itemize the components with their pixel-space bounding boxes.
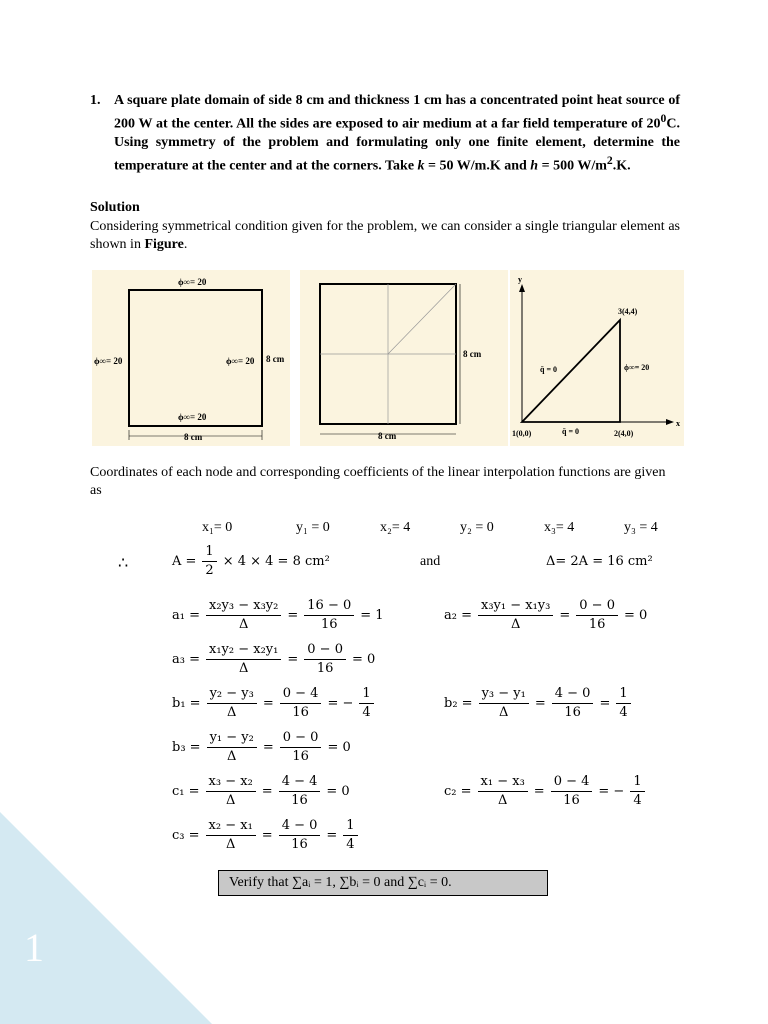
page-number: 1	[24, 925, 44, 970]
figure-triangle-element	[510, 270, 684, 446]
figure-symmetry-grid	[300, 270, 508, 446]
solution-heading: Solution	[90, 200, 140, 215]
and-word: and	[420, 554, 441, 569]
side-dim-label: 8 cm	[266, 354, 285, 364]
figure-square-plate	[92, 270, 290, 446]
side-dim-label: 8 cm	[463, 349, 482, 359]
eq-c1: c₁ = $\frac{\text{x₃ − x₂}}{\Delta}$ = $\frac{4 - 4}{16}$ = 0	[172, 774, 350, 808]
node2-label: 2(4,0)	[614, 429, 634, 438]
eq-b1: b₁ = $\frac{\text{y₂ − y₃}}{\Delta}$ = $\frac{0 - 4}{16}$ = − $\frac{1}{4}$	[172, 686, 376, 721]
problem-text: A square plate domain of side 8 cm and thickness 1 cm has a concentrated point heat source of 200 W at the center. All the sides are exposed to air medium at a far field temperature of $20^0C$. Using symmetry of the problem and formulating only one finite element, determine the temperature at the center and at the corners. Take k = 50 W/m.K and h = 500 $W/m^2.K$.	[114, 93, 680, 174]
coord-y1: y₁ = 0	[296, 520, 330, 535]
bottom-dim-label: 8 cm	[378, 431, 397, 441]
coordinates-intro: Coordinates of each node and corresponding coefficients of the linear interpolation functions are given as	[90, 465, 666, 498]
coord-x1: x₁= 0	[202, 520, 233, 535]
q-bot-label: q̄ = 0	[562, 427, 580, 436]
diagonal-line	[388, 284, 456, 354]
eq-b2: b₂ = $\frac{\text{y₃ − y₁}}{\Delta}$ = $\frac{4 - 0}{16}$ = $\frac{1}{4}$	[444, 686, 633, 721]
coord-y2: y₂ = 0	[460, 520, 494, 535]
phi-bottom-label: ϕ∞= 20	[178, 412, 207, 422]
verify-text: Verify that ∑aᵢ = 1, ∑bᵢ = 0 and ∑cᵢ = 0.	[229, 875, 452, 890]
coord-x2: x₂= 4	[380, 520, 411, 535]
eq-c3: c₃ = $\frac{\text{x₂ − x₁}}{\Delta}$ = $\frac{4 - 0}{16}$ = $\frac{1}{4}$	[172, 818, 360, 853]
eq-a2: a₂ = $\frac{\text{x₃y₁ − x₁y₃}}{\Delta}$ = $\frac{0 - 0}{16}$ = 0	[444, 598, 648, 632]
phi-left-label: ϕ∞= 20	[94, 356, 123, 366]
x-axis-label: x	[676, 419, 680, 428]
phi-right-label: ϕ∞= 20	[226, 356, 255, 366]
eq-a1: a₁ = $\frac{\text{x₂y₃ − x₃y₂}}{\Delta}$ = $\frac{16 - 0}{16}$ = 1	[172, 598, 384, 632]
phi-top-label: ϕ∞= 20	[178, 277, 207, 287]
problem-number: 1.	[90, 93, 101, 108]
delta-equation: Δ= 2A = 16 cm²	[546, 554, 653, 569]
q-hyp-label: q̄ = 0	[540, 365, 558, 374]
phi-right-label: ϕ∞= 20	[624, 363, 650, 372]
coord-x3: x₃= 4	[544, 520, 575, 535]
solution-text: Considering symmetrical condition given for the problem, we can consider a single triangular element as shown in Figure.	[90, 219, 680, 252]
node1-label: 1(0,0)	[512, 429, 532, 438]
y-axis-label: y	[518, 275, 522, 284]
verify-box	[218, 870, 548, 896]
triangle-element	[522, 320, 620, 422]
problem-statement	[90, 92, 680, 175]
node3-label: 3(4,4)	[618, 307, 638, 316]
eq-a3: a₃ = $\frac{\text{x₁y₂ − x₂y₁}}{\Delta}$ = $\frac{0 - 0}{16}$ = 0	[172, 642, 376, 676]
bottom-dim-label: 8 cm	[184, 432, 203, 442]
therefore-symbol: ∴	[118, 555, 129, 572]
eq-b3: b₃ = $\frac{\text{y₁ − y₂}}{\Delta}$ = $\frac{0 - 0}{16}$ = 0	[172, 730, 351, 764]
eq-c2: c₂ = $\frac{\text{x₁ − x₃}}{\Delta}$ = $\frac{0 - 4}{16}$ = − $\frac{1}{4}$	[444, 774, 647, 809]
area-equation: A = $\frac{1}{2}$ × 4 × 4 = 8 cm²	[172, 544, 330, 578]
coord-y3: y₃ = 4	[624, 520, 658, 535]
